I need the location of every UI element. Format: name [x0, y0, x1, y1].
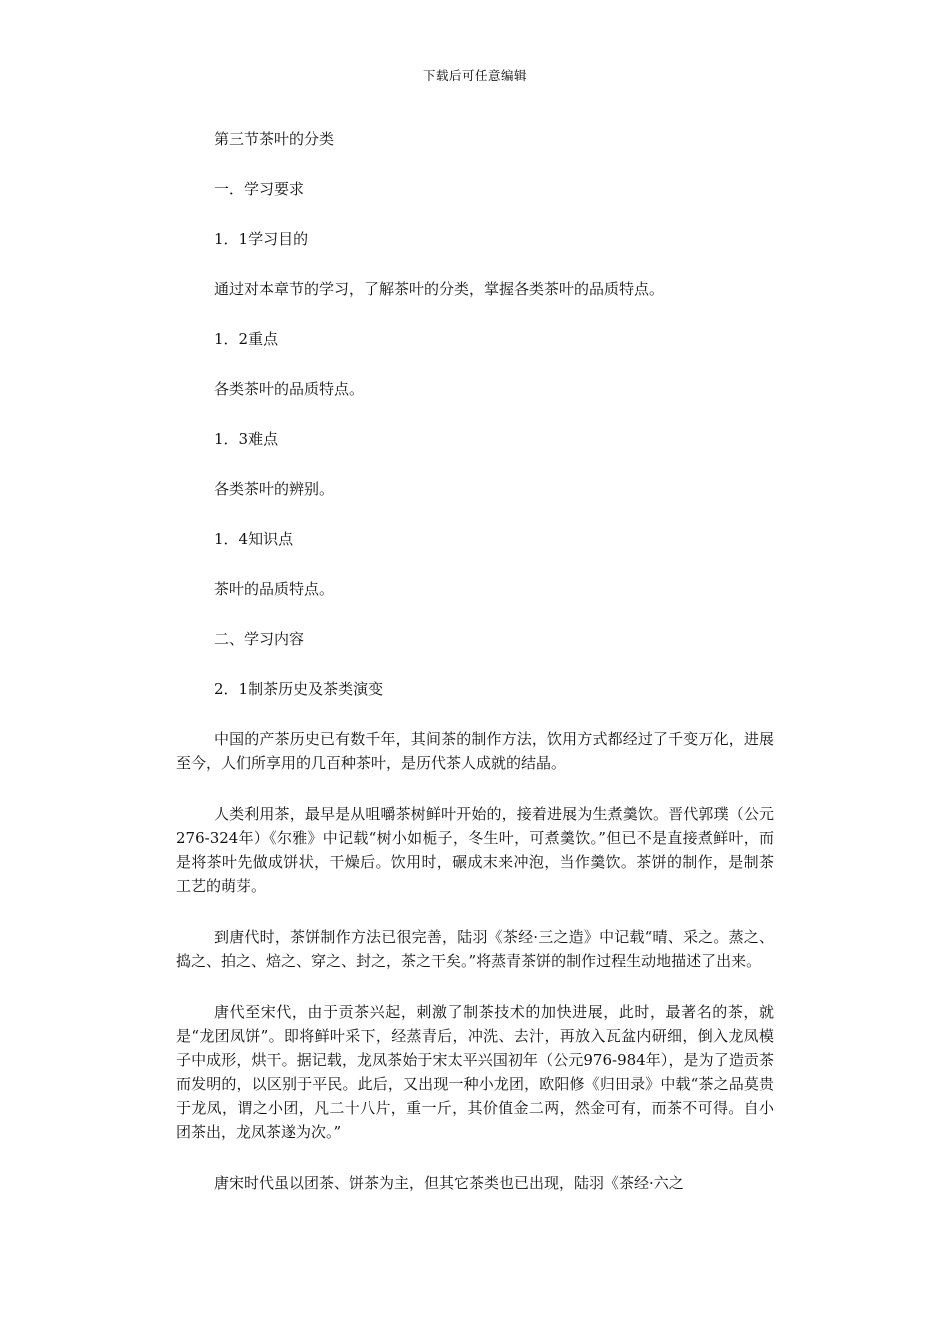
section-title: 第三节茶叶的分类: [214, 130, 335, 148]
key-points-text: 各类茶叶的品质特点。: [214, 380, 365, 398]
paragraph-other-teas: 唐宋时代虽以团茶、饼茶为主，但其它茶类也已出现，陆羽《茶经·六之: [214, 1174, 684, 1192]
paragraph-song-dynasty: 唐代至宋代，由于贡茶兴起，刺激了制茶技术的加快进展，此时，最著名的茶，就是“龙团凤饼”。即将鲜叶采下，经蒸青后，冲洗、去汁，再放入瓦盆内研细，倒入龙凤模子中成形，烘干。据记载，龙凤茶始于宋太平兴国初年（公元976-984年），是为了造贡茶而发明的，以区别于平民。此后，又出现一种小龙团，欧阳修《归田录》中载“茶之品莫贵于龙凤，谓之小团，凡二十八片，重一斤，其价值金二两，然金可有，而茶不可得。自小团茶出，龙凤茶遂为次。”: [176, 1003, 774, 1141]
page-header: 下载后可任意编辑: [422, 68, 527, 83]
paragraph-early-use: 人类利用茶，最早是从咀嚼茶树鲜叶开始的，接着进展为生煮羹饮。晋代郭璞（公元276-324年）《尔雅》中记载“树小如栀子，冬生叶，可煮羹饮。”但已不是直接煮鲜叶，而是将茶叶先做成饼状，干燥后。饮用时，碾成末来冲泡，当作羹饮。茶饼的制作，是制茶工艺的萌芽。: [176, 805, 774, 895]
heading-learning-requirements: 一．学习要求: [214, 180, 305, 198]
learning-goal-text: 通过对本章节的学习，了解茶叶的分类，掌握各类茶叶的品质特点。: [214, 280, 665, 298]
difficulties-text: 各类茶叶的辨别。: [214, 480, 335, 498]
paragraph-tang-dynasty: 到唐代时，茶饼制作方法已很完善，陆羽《茶经·三之造》中记载“晴、采之。蒸之、捣之、拍之、焙之、穿之、封之，茶之干矣。”将蒸青茶饼的制作过程生动地描述了出来。: [176, 928, 774, 970]
document-body: [176, 127, 774, 1222]
heading-learning-content: 二、学习内容: [214, 630, 305, 648]
knowledge-points-text: 茶叶的品质特点。: [214, 580, 335, 598]
subheading-learning-goal: 1．1学习目的: [214, 230, 309, 248]
subheading-key-points: 1．2重点: [214, 330, 279, 348]
subheading-knowledge-points: 1．4知识点: [214, 530, 294, 548]
subheading-difficulties: 1．3难点: [214, 430, 279, 448]
subheading-tea-history: 2．1制茶历史及茶类演变: [214, 680, 384, 698]
paragraph-tea-origin: 中国的产茶历史已有数千年，其间茶的制作方法，饮用方式都经过了千变万化，进展至今，人们所享用的几百种茶叶，是历代茶人成就的结晶。: [176, 730, 774, 772]
